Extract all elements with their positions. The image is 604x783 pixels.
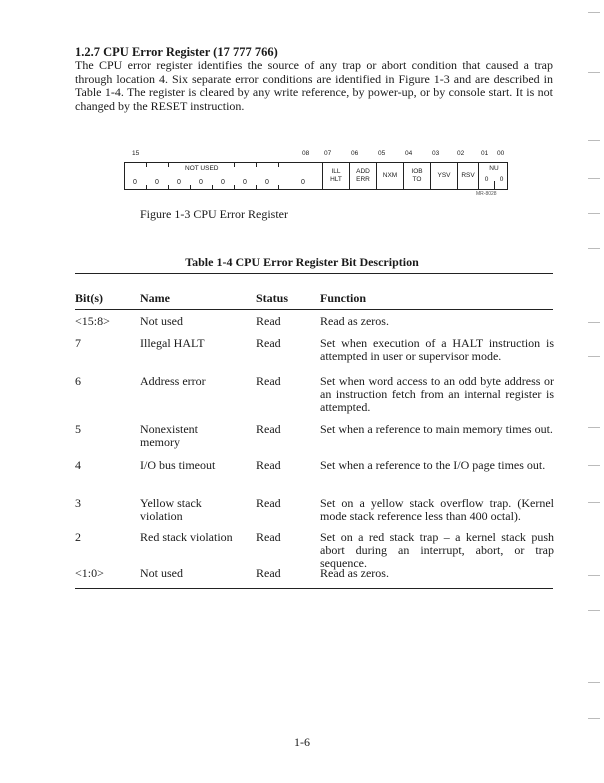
column-header-name: Name xyxy=(140,291,170,305)
bit-value: 0 xyxy=(265,179,269,186)
cell-function: Set on a red stack trap – a kernel stack push abort during an interrupt, abort, or trap sequence. xyxy=(320,530,554,570)
bit-value: 0 xyxy=(199,179,203,186)
nu-label: NU xyxy=(489,165,499,172)
field-nu xyxy=(478,163,509,189)
cell-status: Read xyxy=(256,374,281,388)
column-header-bits: Bit(s) xyxy=(75,291,103,305)
bit-value: 0 xyxy=(155,179,159,186)
cell-bits: 3 xyxy=(75,496,81,510)
cell-name: Illegal HALT xyxy=(140,336,205,350)
bit-number: 07 xyxy=(324,150,332,157)
cell-status: Read xyxy=(256,458,281,472)
cell-bits: <15:8> xyxy=(75,314,110,328)
page-number: 1-6 xyxy=(294,735,310,749)
cell-function: Read as zeros. xyxy=(320,314,389,328)
cell-bits: 6 xyxy=(75,374,81,388)
cell-bits: 5 xyxy=(75,422,81,436)
bit-value: 0 xyxy=(499,176,504,183)
cell-function: Set when execution of a HALT instruction is attempted in user or supervisor mode. xyxy=(320,336,554,363)
field-rsv xyxy=(457,163,478,189)
bit-number: 08 xyxy=(302,150,310,157)
cell-status: Read xyxy=(256,566,281,580)
bit-number: 00 xyxy=(497,150,505,157)
cell-status: Read xyxy=(256,336,281,350)
figure-id: MR-8028 xyxy=(476,191,497,197)
intro-paragraph: The CPU error register identifies the source of any trap or abort condition that caused a trap through location 4. Six separate error conditions are identified in Figure 1-3 and are described in Table 1-4. The register is cleared by any write reference, by power-up, or by console start. It is not changed by the RESET instruction. xyxy=(75,58,553,113)
bit-value: 0 xyxy=(221,179,225,186)
field-label: ADD xyxy=(356,168,370,175)
bit-number: 03 xyxy=(432,150,440,157)
bit-value: 0 xyxy=(243,179,247,186)
field-label: TO xyxy=(412,176,422,183)
bit-value: 0 xyxy=(301,179,305,186)
bit-number: 02 xyxy=(457,150,465,157)
cell-status: Read xyxy=(256,530,281,544)
bit-number: 06 xyxy=(351,150,359,157)
field-label: HLT xyxy=(330,176,342,183)
cell-function: Set when word access to an odd byte address or an instruction fetch from an internal register is attempted. xyxy=(320,374,554,414)
bit-value: 0 xyxy=(484,176,489,183)
bit-number: 01 xyxy=(481,150,489,157)
field-label: ILL xyxy=(331,168,341,175)
cell-name: Not used xyxy=(140,314,183,328)
cell-name: Red stack violation xyxy=(140,530,233,544)
cell-status: Read xyxy=(256,496,281,510)
field-iob-to xyxy=(403,163,430,189)
column-header-function: Function xyxy=(320,291,367,305)
cell-name: Address error xyxy=(140,374,206,388)
cell-function: Set when a reference to the I/O page times out. xyxy=(320,458,546,472)
field-ysv xyxy=(430,163,457,189)
register-diagram xyxy=(124,150,508,190)
field-label: NXM xyxy=(382,172,398,179)
section-heading: 1.2.7 CPU Error Register (17 777 766) xyxy=(75,45,278,59)
field-label: ERR xyxy=(356,176,370,183)
table-top-rule xyxy=(75,273,553,274)
bit-number: 15 xyxy=(132,150,140,157)
field-nxm xyxy=(376,163,403,189)
header-rule xyxy=(75,309,553,310)
field-ill-hlt xyxy=(322,163,349,189)
not-used-label: NOT USED xyxy=(185,165,219,172)
table-bottom-rule xyxy=(75,588,553,589)
cell-name: Yellow stack violation xyxy=(140,496,202,523)
cell-name: Not used xyxy=(140,566,183,580)
cell-name: I/O bus timeout xyxy=(140,458,216,472)
table-title: Table 1-4 CPU Error Register Bit Description xyxy=(185,255,419,269)
cell-function: Set on a yellow stack overflow trap. (Kernel mode stack reference less than 400 octal). xyxy=(320,496,554,523)
bit-number: 05 xyxy=(378,150,386,157)
cell-function: Read as zeros. xyxy=(320,566,389,580)
cell-bits: 7 xyxy=(75,336,81,350)
register-box xyxy=(124,162,508,190)
bit-value: 0 xyxy=(177,179,181,186)
cell-function: Set when a reference to main memory times out. xyxy=(320,422,553,436)
figure-caption: Figure 1-3 CPU Error Register xyxy=(140,207,288,221)
cell-status: Read xyxy=(256,314,281,328)
cell-bits: 2 xyxy=(75,530,81,544)
cell-name: Nonexistent memory xyxy=(140,422,198,449)
field-label: IOB xyxy=(411,168,423,175)
column-header-status: Status xyxy=(256,291,289,305)
bit-number: 04 xyxy=(405,150,413,157)
bit-numbers xyxy=(124,150,508,162)
field-add-err xyxy=(349,163,376,189)
field-label: YSV xyxy=(437,172,451,179)
cell-bits: 4 xyxy=(75,458,81,472)
bit-value: 0 xyxy=(133,179,137,186)
cell-bits: <1:0> xyxy=(75,566,104,580)
field-label: RSV xyxy=(461,172,475,179)
cell-status: Read xyxy=(256,422,281,436)
